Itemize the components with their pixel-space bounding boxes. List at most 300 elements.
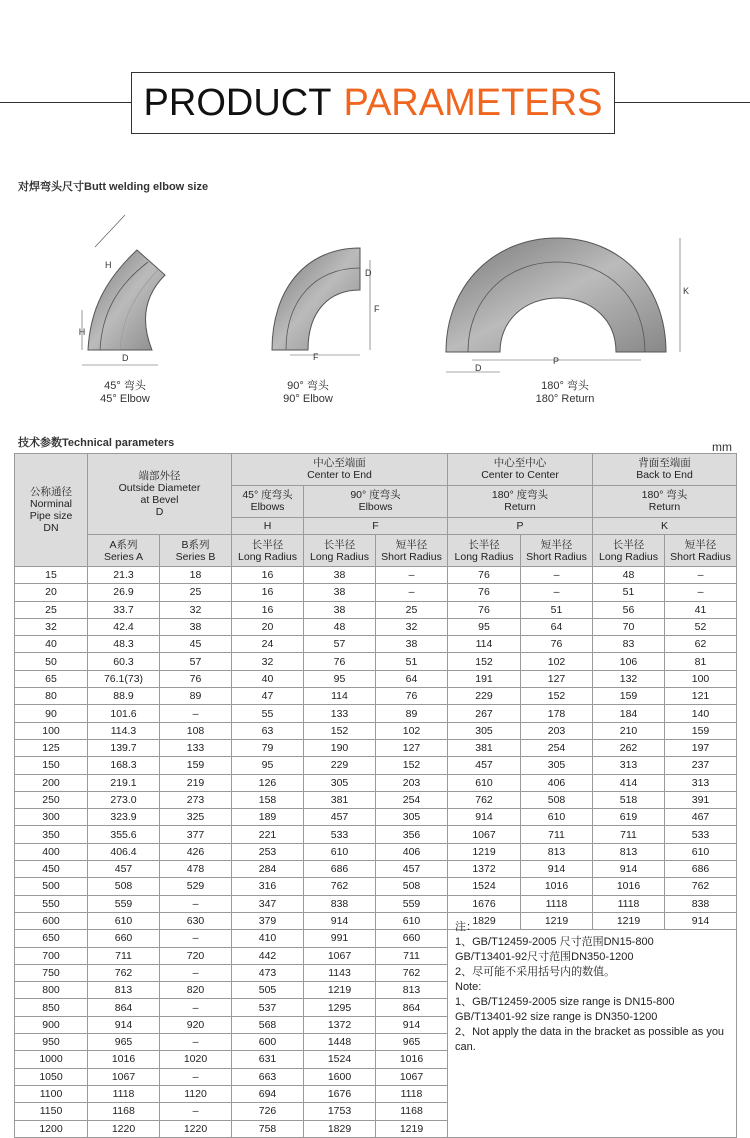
header-series-b — [160, 535, 232, 567]
table-cell: 406 — [521, 774, 593, 791]
table-cell: 508 — [376, 878, 448, 895]
table-cell: 914 — [376, 1016, 448, 1033]
table-cell: 762 — [88, 964, 160, 981]
table-row — [15, 791, 737, 808]
table-cell: 60.3 — [88, 653, 160, 670]
elbow-45-drawing — [79, 215, 165, 365]
header-sr-p — [521, 535, 593, 567]
table-cell: 1220 — [88, 1120, 160, 1137]
table-cell: 305 — [521, 757, 593, 774]
header-45-elbows — [232, 485, 304, 517]
table-cell: 102 — [521, 653, 593, 670]
od-cn: 端部外径 — [138, 470, 181, 483]
table-cell: 100 — [665, 670, 737, 687]
lr-en: Long Radius — [310, 550, 369, 563]
table-row — [15, 601, 737, 618]
table-cell: 65 — [15, 670, 88, 687]
table-cell: 478 — [160, 861, 232, 878]
r180b-en: Return — [648, 501, 681, 514]
table-cell: 178 — [521, 705, 593, 722]
table-cell: 114 — [448, 636, 521, 653]
dim-d-label: D — [122, 353, 129, 363]
table-cell: 559 — [376, 895, 448, 912]
table-cell: 686 — [665, 861, 737, 878]
bte-en: Back to End — [636, 469, 693, 482]
table-cell: 1000 — [15, 1051, 88, 1068]
table-row — [15, 739, 737, 756]
table-cell: 159 — [593, 688, 665, 705]
table-cell: 813 — [521, 843, 593, 860]
header-p: P — [448, 517, 593, 535]
header-lr-h — [232, 535, 304, 567]
table-cell: 1295 — [304, 999, 376, 1016]
header-h: H — [232, 517, 304, 535]
table-cell: 300 — [15, 809, 88, 826]
table-row — [15, 895, 737, 912]
table-row — [15, 774, 737, 791]
table-cell: 50 — [15, 653, 88, 670]
table-cell: 108 — [160, 722, 232, 739]
table-row — [15, 653, 737, 670]
table-cell: 864 — [376, 999, 448, 1016]
table-cell: 559 — [88, 895, 160, 912]
table-cell: 1524 — [448, 878, 521, 895]
table-cell: 350 — [15, 826, 88, 843]
table-cell: 711 — [376, 947, 448, 964]
table-cell: 1600 — [304, 1068, 376, 1085]
header-k: K — [593, 517, 737, 535]
table-cell: 762 — [376, 964, 448, 981]
table-cell: 381 — [304, 791, 376, 808]
table-cell: – — [521, 584, 593, 601]
table-cell: 184 — [593, 705, 665, 722]
table-cell: 203 — [521, 722, 593, 739]
table-cell: 76 — [448, 567, 521, 584]
table-cell: 32 — [376, 618, 448, 635]
table-cell: 76 — [448, 584, 521, 601]
table-cell: 101.6 — [88, 705, 160, 722]
table-cell: 1219 — [521, 912, 593, 929]
table-cell: 1168 — [88, 1103, 160, 1120]
header-center-to-end — [232, 454, 448, 486]
table-cell: 457 — [376, 861, 448, 878]
table-cell: 76 — [376, 688, 448, 705]
table-cell: 838 — [304, 895, 376, 912]
table-cell: 711 — [88, 947, 160, 964]
dim-f-label-h: F — [313, 352, 319, 362]
table-cell: 219 — [160, 774, 232, 791]
table-cell: 55 — [232, 705, 304, 722]
table-cell: – — [160, 1103, 232, 1120]
table-cell: 838 — [665, 895, 737, 912]
table-cell: 253 — [232, 843, 304, 860]
header-row-4 — [15, 535, 737, 567]
caption-180-en: 180° Return — [535, 393, 595, 405]
table-cell: 355.6 — [88, 826, 160, 843]
header-row-1 — [15, 454, 737, 486]
table-cell: 426 — [160, 843, 232, 860]
r180a-en: Return — [504, 501, 536, 514]
table-cell: 700 — [15, 947, 88, 964]
table-cell: – — [521, 567, 593, 584]
table-cell: 505 — [232, 982, 304, 999]
return-180-drawing — [446, 238, 689, 373]
table-cell: 1016 — [521, 878, 593, 895]
table-cell: 33.7 — [88, 601, 160, 618]
table-cell: 63 — [232, 722, 304, 739]
table-cell: 414 — [593, 774, 665, 791]
header-center-to-center — [448, 454, 593, 486]
table-cell: 152 — [448, 653, 521, 670]
caption-180-return — [515, 380, 615, 406]
title-word-product: PRODUCT — [143, 81, 332, 124]
table-cell: 864 — [88, 999, 160, 1016]
header-lr-f — [304, 535, 376, 567]
table-cell: 660 — [376, 930, 448, 947]
caption-180-cn: 180° 弯头 — [541, 380, 589, 392]
table-cell: – — [665, 567, 737, 584]
table-cell: 38 — [304, 601, 376, 618]
table-cell: 457 — [448, 757, 521, 774]
table-row — [15, 567, 737, 584]
table-cell: 38 — [376, 636, 448, 653]
table-cell: 467 — [665, 809, 737, 826]
table-cell: 57 — [160, 653, 232, 670]
table-cell: 203 — [376, 774, 448, 791]
table-cell: 568 — [232, 1016, 304, 1033]
dim-h-label-top: H — [105, 260, 112, 270]
table-cell: 152 — [376, 757, 448, 774]
title-word-parameters: PARAMETERS — [343, 81, 603, 124]
table-row — [15, 688, 737, 705]
table-cell: 305 — [376, 809, 448, 826]
table-cell: 20 — [232, 618, 304, 635]
table-cell: 1372 — [304, 1016, 376, 1033]
table-cell: 16 — [232, 601, 304, 618]
table-cell: 381 — [448, 739, 521, 756]
table-row — [15, 843, 737, 860]
caption-45-cn: 45° 弯头 — [104, 380, 146, 392]
table-cell: 76.1(73) — [88, 670, 160, 687]
nominal-en-2: Pipe size — [29, 510, 73, 522]
header-lr-k — [593, 535, 665, 567]
table-cell: 1067 — [304, 947, 376, 964]
table-cell: 267 — [448, 705, 521, 722]
table-cell: 400 — [15, 843, 88, 860]
caption-45-elbow — [85, 380, 165, 406]
table-cell: 305 — [448, 722, 521, 739]
table-cell: 1067 — [88, 1068, 160, 1085]
sr-cn: 短半径 — [684, 538, 717, 551]
elbow-section-title: 对焊弯头尺寸Butt welding elbow size — [18, 181, 209, 193]
table-cell: 305 — [304, 774, 376, 791]
table-cell: 450 — [15, 861, 88, 878]
table-cell: 24 — [232, 636, 304, 653]
table-cell: 38 — [304, 567, 376, 584]
table-cell: 686 — [304, 861, 376, 878]
table-cell: 356 — [376, 826, 448, 843]
table-row — [15, 878, 737, 895]
table-cell: 38 — [304, 584, 376, 601]
table-cell: 508 — [521, 791, 593, 808]
table-cell: 159 — [160, 757, 232, 774]
table-row — [15, 705, 737, 722]
table-cell: 168.3 — [88, 757, 160, 774]
table-cell: 473 — [232, 964, 304, 981]
table-cell: 1118 — [593, 895, 665, 912]
table-cell: 850 — [15, 999, 88, 1016]
table-cell: 70 — [593, 618, 665, 635]
table-cell: – — [665, 584, 737, 601]
table-cell: 1020 — [160, 1051, 232, 1068]
caption-90-cn: 90° 弯头 — [287, 380, 329, 392]
table-cell: 95 — [304, 670, 376, 687]
table-row — [15, 826, 737, 843]
table-cell: 132 — [593, 670, 665, 687]
table-cell: 600 — [232, 1034, 304, 1051]
table-cell: 100 — [15, 722, 88, 739]
table-cell: 41 — [665, 601, 737, 618]
table-cell: 920 — [160, 1016, 232, 1033]
table-cell: 88.9 — [88, 688, 160, 705]
table-cell: 391 — [665, 791, 737, 808]
table-cell: 64 — [376, 670, 448, 687]
dim-p-label: P — [553, 356, 560, 366]
header-sr-k — [665, 535, 737, 567]
table-cell: 720 — [160, 947, 232, 964]
table-cell: 650 — [15, 930, 88, 947]
table-cell: 533 — [304, 826, 376, 843]
table-cell: 18 — [160, 567, 232, 584]
table-cell: 1753 — [304, 1103, 376, 1120]
table-cell: 1829 — [448, 912, 521, 929]
table-cell: 610 — [304, 843, 376, 860]
table-cell: 80 — [15, 688, 88, 705]
table-cell: 150 — [15, 757, 88, 774]
table-row — [15, 636, 737, 653]
table-cell: 1143 — [304, 964, 376, 981]
lr-cn: 长半径 — [612, 538, 645, 551]
sr-en: Short Radius — [381, 550, 442, 563]
lr-cn: 长半径 — [323, 538, 356, 551]
table-cell: 762 — [665, 878, 737, 895]
table-cell: 254 — [376, 791, 448, 808]
caption-45-en: 45° Elbow — [100, 393, 150, 405]
table-cell: 25 — [160, 584, 232, 601]
table-cell: 32 — [15, 618, 88, 635]
table-cell: 76 — [521, 636, 593, 653]
table-cell: 820 — [160, 982, 232, 999]
table-cell: 48 — [304, 618, 376, 635]
header-sr-f — [376, 535, 448, 567]
table-cell: 711 — [593, 826, 665, 843]
nominal-cn: 公称通径 — [30, 486, 72, 498]
table-cell: 711 — [521, 826, 593, 843]
table-row — [15, 722, 737, 739]
table-cell: – — [376, 567, 448, 584]
table-cell: 133 — [160, 739, 232, 756]
table-cell: 1118 — [376, 1085, 448, 1102]
note-line: GB/T13401-92尺寸范围DN350-1200 — [455, 951, 634, 963]
table-cell: 95 — [448, 618, 521, 635]
table-cell: 229 — [304, 757, 376, 774]
table-cell: 965 — [88, 1034, 160, 1051]
table-cell: 51 — [521, 601, 593, 618]
table-cell: 81 — [665, 653, 737, 670]
table-cell: 26.9 — [88, 584, 160, 601]
table-row — [15, 809, 737, 826]
table-cell: 610 — [665, 843, 737, 860]
table-cell: 25 — [15, 601, 88, 618]
table-cell: 610 — [448, 774, 521, 791]
table-cell: 914 — [304, 912, 376, 929]
table-cell: 550 — [15, 895, 88, 912]
caption-90-en: 90° Elbow — [283, 393, 333, 405]
table-cell: – — [160, 964, 232, 981]
elbow-diagrams — [0, 195, 750, 375]
table-cell: 726 — [232, 1103, 304, 1120]
table-cell: 1150 — [15, 1103, 88, 1120]
table-row — [15, 757, 737, 774]
table-cell: 152 — [521, 688, 593, 705]
table-cell: 660 — [88, 930, 160, 947]
e90-cn: 90° 度弯头 — [350, 489, 401, 502]
table-row — [15, 861, 737, 878]
table-cell: 83 — [593, 636, 665, 653]
header-lr-p — [448, 535, 521, 567]
notes-block — [455, 920, 740, 1055]
table-cell: 1100 — [15, 1085, 88, 1102]
table-cell: 47 — [232, 688, 304, 705]
table-cell: 1120 — [160, 1085, 232, 1102]
dim-f-label-v: F — [374, 304, 380, 314]
table-cell: – — [160, 895, 232, 912]
table-cell: 1016 — [593, 878, 665, 895]
table-cell: 313 — [665, 774, 737, 791]
table-cell: 813 — [88, 982, 160, 999]
table-cell: 1050 — [15, 1068, 88, 1085]
table-cell: 619 — [593, 809, 665, 826]
table-cell: 630 — [160, 912, 232, 929]
table-cell: 1016 — [88, 1051, 160, 1068]
table-cell: 40 — [232, 670, 304, 687]
table-cell: 600 — [15, 912, 88, 929]
lr-cn: 长半径 — [251, 538, 284, 551]
table-cell: 48.3 — [88, 636, 160, 653]
table-cell: 410 — [232, 930, 304, 947]
table-cell: – — [160, 705, 232, 722]
table-row — [15, 618, 737, 635]
table-cell: 40 — [15, 636, 88, 653]
table-cell: 610 — [521, 809, 593, 826]
table-cell: 1676 — [448, 895, 521, 912]
table-cell: 610 — [88, 912, 160, 929]
sr-en: Short Radius — [526, 550, 587, 563]
table-cell: 508 — [88, 878, 160, 895]
header-f: F — [304, 517, 448, 535]
table-cell: 406.4 — [88, 843, 160, 860]
table-cell: 537 — [232, 999, 304, 1016]
cte-en: Center to End — [307, 469, 372, 482]
table-cell: 48 — [593, 567, 665, 584]
table-cell: 813 — [376, 982, 448, 999]
table-cell: 323.9 — [88, 809, 160, 826]
note-line: 1、GB/T12459-2005 size range is DN15-800 — [455, 996, 675, 1008]
lr-en: Long Radius — [599, 550, 658, 563]
table-cell: 57 — [304, 636, 376, 653]
table-cell: 229 — [448, 688, 521, 705]
table-cell: 1524 — [304, 1051, 376, 1068]
header-rule-left — [0, 102, 131, 103]
table-cell: 262 — [593, 739, 665, 756]
table-cell: 965 — [376, 1034, 448, 1051]
table-cell: 1067 — [448, 826, 521, 843]
table-cell: 1372 — [448, 861, 521, 878]
table-cell: 190 — [304, 739, 376, 756]
table-cell: 16 — [232, 584, 304, 601]
table-cell: 457 — [88, 861, 160, 878]
dim-d90-label: D — [365, 268, 372, 278]
table-cell: 16 — [232, 567, 304, 584]
table-cell: 610 — [376, 912, 448, 929]
ctc-cn: 中心至中心 — [493, 457, 547, 470]
table-cell: 273.0 — [88, 791, 160, 808]
table-cell: 62 — [665, 636, 737, 653]
table-cell: 221 — [232, 826, 304, 843]
table-cell: 159 — [665, 722, 737, 739]
table-cell: 191 — [448, 670, 521, 687]
table-cell: 106 — [593, 653, 665, 670]
table-cell: 991 — [304, 930, 376, 947]
note-line: GB/T13401-92 size range is DN350-1200 — [455, 1011, 658, 1023]
table-cell: 114 — [304, 688, 376, 705]
table-cell: 189 — [232, 809, 304, 826]
table-cell: 1219 — [304, 982, 376, 999]
table-cell: 762 — [304, 878, 376, 895]
table-cell: 762 — [448, 791, 521, 808]
table-cell: 89 — [376, 705, 448, 722]
note-line: 2、Not apply the data in the bracket as possible as you can. — [455, 1026, 725, 1053]
table-row — [15, 584, 737, 601]
table-cell: 813 — [593, 843, 665, 860]
caption-90-elbow — [268, 380, 348, 406]
table-cell: 64 — [521, 618, 593, 635]
od-en-1: Outside Diameter — [118, 482, 201, 495]
table-cell: 45 — [160, 636, 232, 653]
table-cell: 914 — [593, 861, 665, 878]
table-cell: – — [160, 999, 232, 1016]
table-cell: 379 — [232, 912, 304, 929]
table-cell: 750 — [15, 964, 88, 981]
table-row — [15, 670, 737, 687]
table-cell: 1168 — [376, 1103, 448, 1120]
series-b-en: Series B — [175, 550, 216, 563]
table-cell: 38 — [160, 618, 232, 635]
lr-cn: 长半径 — [468, 538, 500, 551]
table-cell: 95 — [232, 757, 304, 774]
table-cell: 900 — [15, 1016, 88, 1033]
table-cell: 102 — [376, 722, 448, 739]
table-cell: 631 — [232, 1051, 304, 1068]
table-cell: 197 — [665, 739, 737, 756]
table-cell: 90 — [15, 705, 88, 722]
table-cell: 76 — [304, 653, 376, 670]
nominal-dn: DN — [43, 522, 59, 534]
table-cell: 158 — [232, 791, 304, 808]
ctc-en: Center to Center — [481, 469, 559, 482]
table-cell: 1829 — [304, 1120, 376, 1137]
table-cell: 663 — [232, 1068, 304, 1085]
